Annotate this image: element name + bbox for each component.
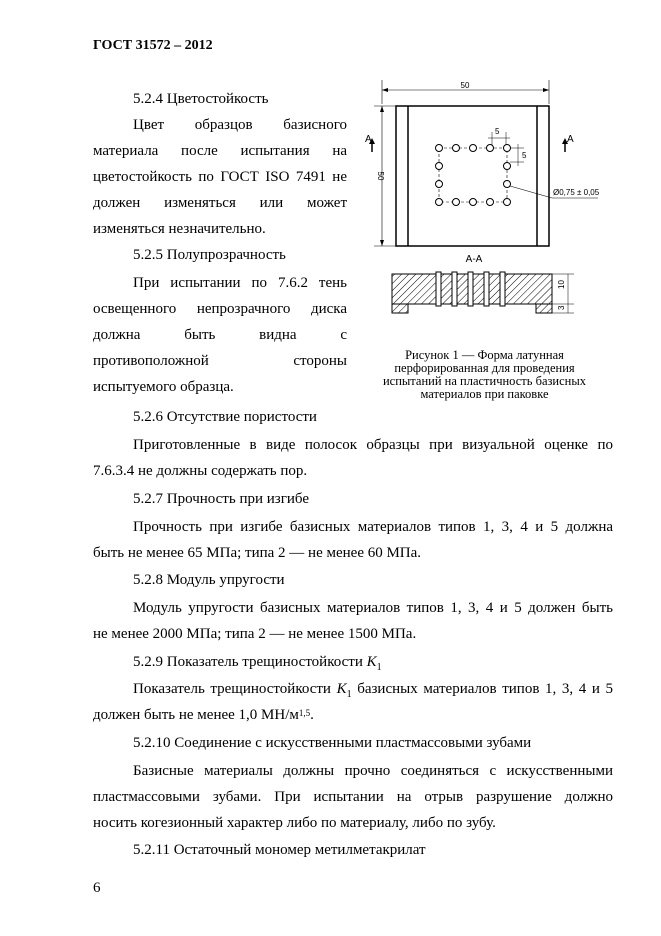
- sec-526-line: 7.6.3.4 не должны содержать пор.: [93, 463, 308, 479]
- sec-524-line: материала после испытания на: [93, 143, 347, 159]
- sec-525-line: испытуемого образца.: [93, 379, 234, 395]
- sec-525-line: должна быть видна с: [93, 327, 347, 343]
- section-5-2-11-heading: 5.2.11 Остаточный мономер метилметакрилат: [133, 842, 426, 858]
- section-5-2-4-heading: 5.2.4 Цветостойкость: [133, 91, 269, 107]
- section-5-2-8-heading: 5.2.8 Модуль упругости: [133, 572, 285, 588]
- section-title: А-А: [465, 254, 483, 265]
- section-5-2-6-heading: 5.2.6 Отсутствие пористости: [133, 409, 317, 425]
- sec-529-line: Показатель трещиностойкости $K_1$ базисных материалов типов 1, 3, 4 и 5: [133, 681, 614, 700]
- document-header: ГОСТ 31572 – 2012: [93, 38, 213, 53]
- section-label-right: A: [567, 134, 574, 145]
- sec-524-line: цветостойкость по ГОСТ ISO 7491 не: [93, 169, 347, 185]
- sec-527-line: Прочность при изгибе базисных материалов типов 1, 3, 4 и 5 должна: [133, 519, 613, 535]
- dimension-thickness: 10: [557, 280, 566, 289]
- caption-line: Рисунок 1 — Форма латунная: [405, 348, 564, 362]
- figure-perforated-mold: [352, 76, 617, 348]
- caption-line: материалов при паковке: [420, 387, 549, 401]
- sec-5210-line: Базисные материалы должны прочно соединяться с искусственными: [133, 763, 613, 779]
- sec-526-line: Приготовленные в виде полосок образцы при визуальной оценке по: [133, 437, 613, 453]
- figure-caption: [352, 349, 617, 401]
- sec-528-line: не менее 2000 МПа; типа 2 — не менее 1500 МПа.: [93, 626, 417, 642]
- sec-5210-line: носить когезионный характер либо по материалу, либо по зубу.: [93, 815, 496, 831]
- sec-524-line: Цвет образцов базисного: [133, 117, 347, 133]
- sec-525-line: При испытании по 7.6.2 тень: [133, 275, 347, 291]
- section-5-2-7-heading: 5.2.7 Прочность при изгибе: [133, 491, 309, 507]
- section-label-left: A: [365, 134, 372, 145]
- page-number: 6: [93, 880, 101, 896]
- section-5-2-5-heading: 5.2.5 Полупрозрачность: [133, 247, 286, 263]
- section-5-2-10-heading: 5.2.10 Соединение с искусственными пластмассовыми зубами: [133, 735, 532, 751]
- caption-line: перфорированная для проведения: [394, 361, 575, 375]
- dimension-hole-pitch: 5: [522, 151, 527, 160]
- sec-524-line: должен изменяться или может: [93, 195, 347, 211]
- section-5-2-9-heading: 5.2.9 Показатель трещиностойкости $K_1$: [133, 654, 382, 673]
- dimension-pitch: 5: [495, 127, 500, 136]
- dimension-width: 50: [460, 81, 470, 90]
- dimension-step: 3: [557, 305, 566, 310]
- sec-525-line: освещенного непрозрачного диска: [93, 301, 347, 317]
- sec-525-line: противоположной стороны: [93, 353, 347, 369]
- sec-5210-line: пластмассовыми зубами. При испытании на отрыв разрушение должно: [93, 789, 613, 805]
- dimension-height: 50: [376, 171, 385, 181]
- sec-527-line: быть не менее 65 МПа; типа 2 — не менее 60 МПа.: [93, 545, 422, 561]
- sec-524-line: изменяться незначительно.: [93, 221, 266, 237]
- sec-528-line: Модуль упругости базисных материалов типов 1, 3, 4 и 5 должен быть: [133, 600, 613, 616]
- caption-line: испытаний на пластичность базисных: [382, 374, 586, 388]
- dimension-hole-diameter: Ø0,75 ± 0,05: [553, 188, 600, 197]
- sec-529-line: должен быть не менее 1,0 $МН/м^{1,5}$.: [93, 707, 314, 723]
